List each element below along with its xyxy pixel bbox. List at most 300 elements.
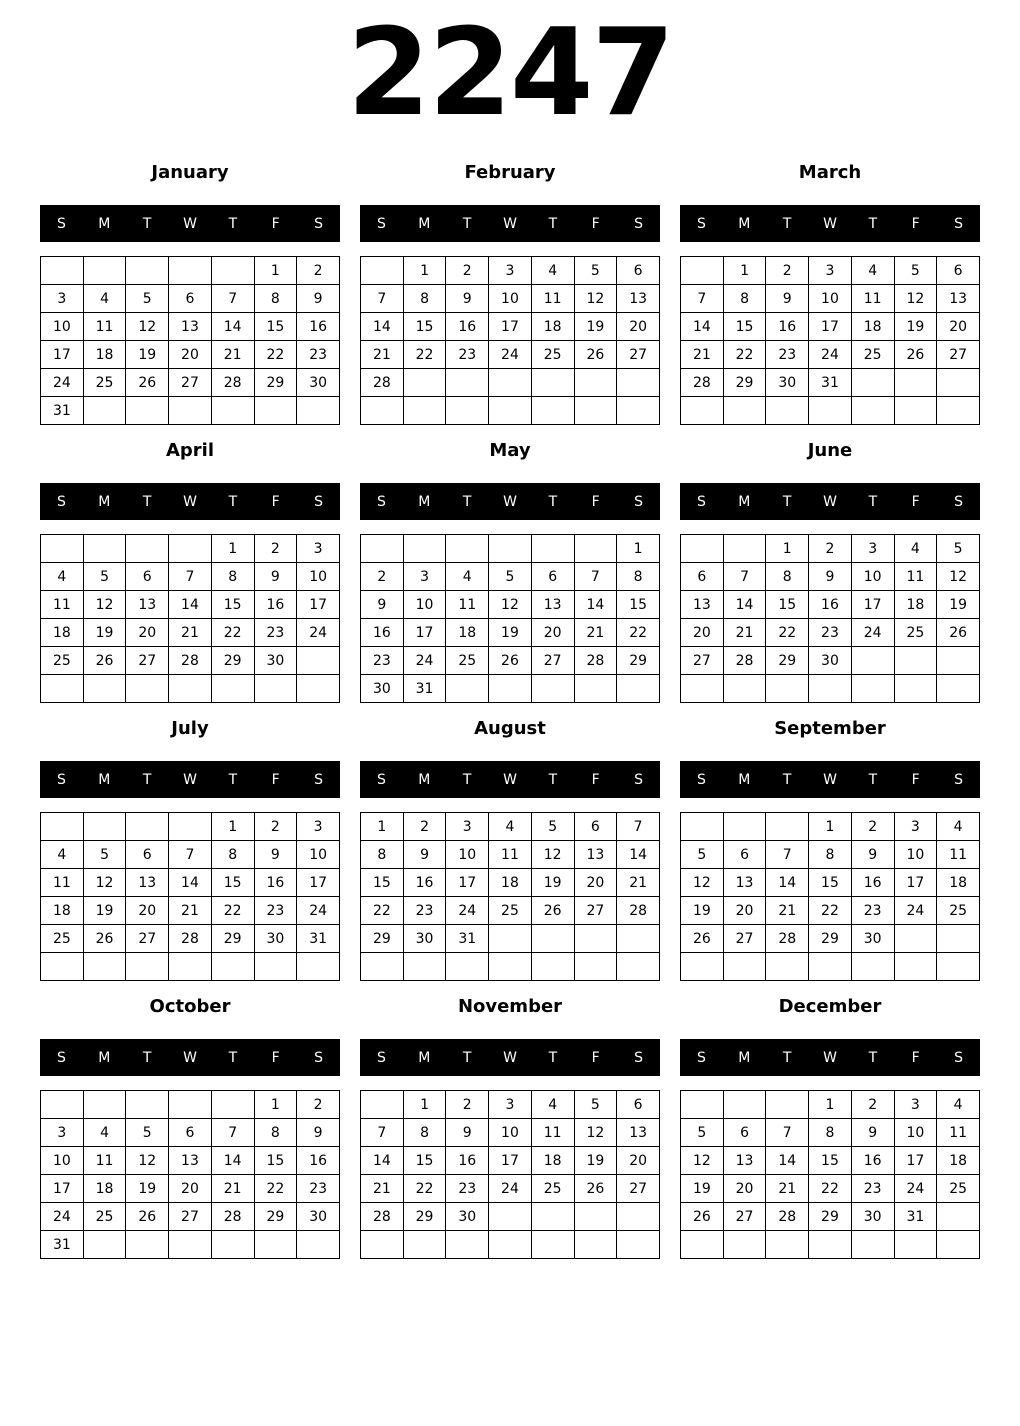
date-cell: 6 — [169, 285, 212, 313]
date-cell — [126, 1231, 169, 1259]
date-cell: 29 — [809, 925, 852, 953]
weekday-label: W — [503, 215, 517, 232]
date-cell: 1 — [723, 257, 766, 285]
date-cell: 29 — [211, 925, 254, 953]
year-calendar-page — [0, 4, 1020, 1262]
date-cell — [617, 1203, 660, 1231]
date-cell: 6 — [574, 813, 617, 841]
date-cell: 29 — [809, 1203, 852, 1231]
date-cell — [83, 397, 126, 425]
weekday-header-row — [360, 483, 660, 520]
date-cell — [937, 397, 980, 425]
date-cell: 28 — [617, 897, 660, 925]
week-row — [681, 1175, 980, 1203]
weekday-label: M — [738, 215, 751, 232]
weekday-label: S — [314, 771, 324, 788]
date-cell: 25 — [446, 647, 489, 675]
date-cell: 28 — [574, 647, 617, 675]
week-row — [41, 1231, 340, 1259]
date-cell: 26 — [681, 1203, 724, 1231]
date-cell — [531, 953, 574, 981]
date-cell — [126, 535, 169, 563]
date-cell: 31 — [894, 1203, 937, 1231]
date-cell: 10 — [446, 841, 489, 869]
date-cell: 27 — [531, 647, 574, 675]
weekday-label: T — [142, 771, 152, 788]
date-cell — [723, 953, 766, 981]
weekday-label: S — [634, 1049, 644, 1066]
weekday-label: S — [696, 771, 706, 788]
week-row — [41, 1091, 340, 1119]
date-grid — [40, 256, 340, 425]
week-row — [41, 897, 340, 925]
date-cell: 5 — [937, 535, 980, 563]
date-cell: 26 — [126, 369, 169, 397]
date-cell: 15 — [809, 869, 852, 897]
date-cell: 31 — [403, 675, 446, 703]
date-cell: 29 — [361, 925, 404, 953]
date-cell — [723, 535, 766, 563]
week-row — [681, 1091, 980, 1119]
date-cell — [169, 953, 212, 981]
date-cell — [531, 369, 574, 397]
weekday-label: F — [911, 493, 920, 510]
date-cell: 31 — [446, 925, 489, 953]
date-cell: 12 — [574, 285, 617, 313]
date-cell: 27 — [574, 897, 617, 925]
date-cell: 17 — [851, 591, 894, 619]
weekday-header-row — [680, 205, 980, 242]
weekday-label: M — [418, 215, 431, 232]
date-cell — [126, 675, 169, 703]
week-row — [41, 313, 340, 341]
date-cell: 4 — [531, 257, 574, 285]
date-cell: 21 — [361, 1175, 404, 1203]
date-cell — [297, 675, 340, 703]
date-cell: 21 — [211, 341, 254, 369]
date-cell — [361, 953, 404, 981]
date-cell — [446, 953, 489, 981]
date-cell: 1 — [766, 535, 809, 563]
month-title: July — [171, 718, 209, 739]
date-cell: 23 — [851, 1175, 894, 1203]
date-cell: 17 — [41, 1175, 84, 1203]
date-cell: 19 — [126, 1175, 169, 1203]
date-cell — [41, 535, 84, 563]
date-cell: 23 — [254, 619, 297, 647]
date-cell: 20 — [574, 869, 617, 897]
date-cell — [361, 397, 404, 425]
month-title: October — [149, 996, 231, 1017]
weekday-label: S — [634, 215, 644, 232]
weekday-label: M — [98, 215, 111, 232]
date-cell: 29 — [254, 1203, 297, 1231]
date-cell: 19 — [126, 341, 169, 369]
week-row — [681, 535, 980, 563]
weekday-label: M — [98, 1049, 111, 1066]
week-row — [361, 313, 660, 341]
weekday-label: F — [271, 771, 280, 788]
date-cell: 5 — [83, 563, 126, 591]
date-cell: 14 — [723, 591, 766, 619]
date-cell — [361, 257, 404, 285]
date-cell — [723, 1091, 766, 1119]
date-cell — [531, 1203, 574, 1231]
date-cell: 8 — [403, 285, 446, 313]
date-cell: 10 — [41, 313, 84, 341]
date-cell: 23 — [766, 341, 809, 369]
date-cell: 30 — [361, 675, 404, 703]
date-cell: 12 — [126, 1147, 169, 1175]
date-cell — [574, 1231, 617, 1259]
date-cell — [937, 675, 980, 703]
date-cell — [681, 1091, 724, 1119]
date-cell: 13 — [937, 285, 980, 313]
week-row — [361, 257, 660, 285]
date-cell: 17 — [41, 341, 84, 369]
date-cell: 22 — [211, 619, 254, 647]
date-cell: 19 — [574, 1147, 617, 1175]
date-cell: 8 — [254, 285, 297, 313]
date-cell — [361, 1091, 404, 1119]
month-title: February — [464, 162, 556, 183]
date-cell — [211, 397, 254, 425]
date-cell: 5 — [531, 813, 574, 841]
date-cell: 28 — [211, 1203, 254, 1231]
week-row — [361, 869, 660, 897]
date-cell — [894, 925, 937, 953]
date-cell: 7 — [766, 1119, 809, 1147]
date-cell: 7 — [211, 1119, 254, 1147]
date-cell: 7 — [723, 563, 766, 591]
date-cell: 3 — [41, 1119, 84, 1147]
date-cell — [617, 675, 660, 703]
week-row — [681, 675, 980, 703]
date-cell: 13 — [617, 1119, 660, 1147]
date-cell — [446, 369, 489, 397]
date-cell: 16 — [297, 313, 340, 341]
date-cell: 8 — [723, 285, 766, 313]
date-cell — [766, 813, 809, 841]
weekday-label: F — [271, 493, 280, 510]
date-cell: 14 — [574, 591, 617, 619]
weekday-label: S — [954, 771, 964, 788]
date-cell: 19 — [681, 1175, 724, 1203]
date-cell: 12 — [681, 1147, 724, 1175]
date-cell: 25 — [83, 1203, 126, 1231]
date-cell: 23 — [297, 1175, 340, 1203]
date-cell — [723, 397, 766, 425]
date-cell: 8 — [766, 563, 809, 591]
date-cell — [126, 813, 169, 841]
date-cell: 20 — [126, 897, 169, 925]
date-cell: 28 — [361, 369, 404, 397]
date-cell: 7 — [681, 285, 724, 313]
month-title: March — [798, 162, 862, 183]
weekday-header-row — [40, 761, 340, 798]
date-cell: 1 — [211, 535, 254, 563]
weekday-label: T — [868, 771, 878, 788]
date-cell: 10 — [297, 563, 340, 591]
date-cell — [723, 675, 766, 703]
date-cell: 16 — [361, 619, 404, 647]
date-cell — [809, 1231, 852, 1259]
weekday-label: W — [503, 771, 517, 788]
date-cell — [617, 1231, 660, 1259]
date-cell: 18 — [851, 313, 894, 341]
month-calendar — [40, 428, 340, 706]
date-cell: 22 — [403, 1175, 446, 1203]
date-cell: 9 — [403, 841, 446, 869]
date-cell — [126, 1091, 169, 1119]
weekday-header-row — [680, 761, 980, 798]
date-cell — [681, 1231, 724, 1259]
date-cell: 24 — [403, 647, 446, 675]
date-cell: 23 — [851, 897, 894, 925]
week-row — [361, 953, 660, 981]
date-cell: 30 — [851, 925, 894, 953]
date-cell: 20 — [126, 619, 169, 647]
date-cell: 17 — [446, 869, 489, 897]
month-title: August — [474, 718, 546, 739]
weekday-label: S — [56, 215, 66, 232]
date-cell: 18 — [83, 1175, 126, 1203]
date-cell: 7 — [574, 563, 617, 591]
date-cell: 5 — [681, 841, 724, 869]
date-cell: 18 — [937, 1147, 980, 1175]
date-cell — [169, 257, 212, 285]
date-cell: 22 — [617, 619, 660, 647]
date-cell — [83, 1231, 126, 1259]
weekday-header-row — [360, 1039, 660, 1076]
week-row — [41, 591, 340, 619]
date-cell: 18 — [937, 869, 980, 897]
week-row — [41, 535, 340, 563]
date-cell — [254, 1231, 297, 1259]
date-cell: 16 — [809, 591, 852, 619]
date-cell: 28 — [723, 647, 766, 675]
week-row — [41, 285, 340, 313]
date-grid — [40, 534, 340, 703]
week-row — [41, 1147, 340, 1175]
weekday-label: T — [548, 215, 558, 232]
date-cell — [851, 1231, 894, 1259]
date-cell — [681, 257, 724, 285]
date-cell: 7 — [766, 841, 809, 869]
weekday-label: F — [591, 493, 600, 510]
date-cell — [681, 397, 724, 425]
date-cell — [681, 675, 724, 703]
date-cell — [41, 1091, 84, 1119]
weekday-label: S — [634, 771, 644, 788]
date-cell: 13 — [531, 591, 574, 619]
date-cell: 19 — [531, 869, 574, 897]
weekday-header-row — [40, 205, 340, 242]
date-cell: 13 — [723, 869, 766, 897]
date-cell: 16 — [851, 1147, 894, 1175]
date-cell: 22 — [361, 897, 404, 925]
weekday-label: M — [418, 1049, 431, 1066]
date-cell: 16 — [297, 1147, 340, 1175]
date-cell: 14 — [211, 313, 254, 341]
weekday-label: S — [696, 215, 706, 232]
weekday-label: S — [954, 1049, 964, 1066]
weekday-label: T — [782, 771, 792, 788]
week-row — [361, 897, 660, 925]
date-cell — [574, 1203, 617, 1231]
month-calendar — [680, 150, 980, 428]
date-cell — [83, 257, 126, 285]
date-cell: 19 — [489, 619, 532, 647]
weekday-label: S — [56, 771, 66, 788]
weekday-label: T — [868, 1049, 878, 1066]
date-cell: 20 — [723, 897, 766, 925]
weekday-label: T — [548, 771, 558, 788]
week-row — [41, 953, 340, 981]
date-cell: 14 — [169, 869, 212, 897]
date-cell: 30 — [809, 647, 852, 675]
date-cell: 10 — [894, 841, 937, 869]
date-cell: 4 — [489, 813, 532, 841]
date-cell: 24 — [894, 897, 937, 925]
week-row — [361, 341, 660, 369]
date-cell: 12 — [83, 591, 126, 619]
date-cell — [851, 647, 894, 675]
date-cell: 30 — [446, 1203, 489, 1231]
date-cell — [851, 397, 894, 425]
date-cell: 28 — [169, 925, 212, 953]
date-cell: 13 — [681, 591, 724, 619]
date-cell: 24 — [41, 369, 84, 397]
date-cell: 6 — [617, 1091, 660, 1119]
date-cell: 23 — [297, 341, 340, 369]
week-row — [41, 1175, 340, 1203]
weekday-label: T — [228, 1049, 238, 1066]
date-cell — [254, 397, 297, 425]
weekday-label: F — [911, 771, 920, 788]
date-cell — [937, 369, 980, 397]
date-cell: 21 — [211, 1175, 254, 1203]
date-cell — [937, 1231, 980, 1259]
date-cell — [937, 1203, 980, 1231]
weekday-label: M — [418, 493, 431, 510]
date-cell: 24 — [489, 1175, 532, 1203]
date-cell: 26 — [894, 341, 937, 369]
date-cell: 20 — [937, 313, 980, 341]
date-cell — [489, 675, 532, 703]
date-cell: 26 — [83, 647, 126, 675]
date-cell: 15 — [809, 1147, 852, 1175]
month-title: May — [489, 440, 531, 461]
date-cell: 26 — [681, 925, 724, 953]
date-cell — [894, 369, 937, 397]
weekday-label: M — [738, 1049, 751, 1066]
weekday-label: T — [142, 493, 152, 510]
date-cell: 20 — [723, 1175, 766, 1203]
date-cell — [766, 675, 809, 703]
date-cell: 27 — [681, 647, 724, 675]
weekday-label: W — [823, 771, 837, 788]
date-cell — [403, 369, 446, 397]
week-row — [681, 1203, 980, 1231]
date-cell: 1 — [211, 813, 254, 841]
date-cell: 1 — [617, 535, 660, 563]
week-row — [361, 1175, 660, 1203]
date-cell — [211, 675, 254, 703]
date-cell — [937, 925, 980, 953]
date-grid — [680, 256, 980, 425]
date-cell: 25 — [851, 341, 894, 369]
date-cell: 26 — [574, 1175, 617, 1203]
date-cell: 28 — [211, 369, 254, 397]
date-cell — [83, 675, 126, 703]
date-cell — [254, 675, 297, 703]
month-calendar — [360, 984, 660, 1262]
date-cell: 24 — [809, 341, 852, 369]
date-cell — [531, 925, 574, 953]
date-grid — [680, 534, 980, 703]
weekday-label: M — [98, 493, 111, 510]
date-cell: 17 — [403, 619, 446, 647]
week-row — [681, 869, 980, 897]
date-cell: 27 — [617, 1175, 660, 1203]
date-cell: 31 — [41, 397, 84, 425]
date-cell — [531, 397, 574, 425]
date-cell: 30 — [851, 1203, 894, 1231]
date-cell: 14 — [169, 591, 212, 619]
date-cell — [489, 397, 532, 425]
date-cell — [83, 1091, 126, 1119]
date-cell: 11 — [894, 563, 937, 591]
date-cell: 2 — [446, 1091, 489, 1119]
weekday-label: T — [462, 493, 472, 510]
weekday-label: F — [271, 1049, 280, 1066]
date-cell: 21 — [617, 869, 660, 897]
month-calendar — [360, 150, 660, 428]
weekday-label: S — [954, 493, 964, 510]
weekday-label: S — [376, 1049, 386, 1066]
date-cell — [211, 1091, 254, 1119]
week-row — [681, 647, 980, 675]
date-cell — [446, 1231, 489, 1259]
date-cell — [446, 397, 489, 425]
date-cell: 6 — [723, 841, 766, 869]
date-cell: 4 — [41, 841, 84, 869]
date-cell: 20 — [617, 313, 660, 341]
date-cell — [403, 1231, 446, 1259]
date-cell: 12 — [681, 869, 724, 897]
date-cell: 12 — [83, 869, 126, 897]
week-row — [41, 869, 340, 897]
weekday-label: F — [591, 215, 600, 232]
date-cell: 1 — [403, 257, 446, 285]
date-cell — [766, 953, 809, 981]
weekday-label: S — [696, 493, 706, 510]
date-cell — [809, 953, 852, 981]
weekday-label: S — [376, 215, 386, 232]
date-cell: 14 — [681, 313, 724, 341]
date-cell — [574, 925, 617, 953]
weekday-header-row — [40, 1039, 340, 1076]
date-cell: 15 — [766, 591, 809, 619]
week-row — [361, 619, 660, 647]
week-row — [361, 841, 660, 869]
date-cell: 15 — [254, 1147, 297, 1175]
date-cell: 2 — [254, 813, 297, 841]
date-cell: 18 — [83, 341, 126, 369]
week-row — [681, 285, 980, 313]
week-row — [361, 369, 660, 397]
